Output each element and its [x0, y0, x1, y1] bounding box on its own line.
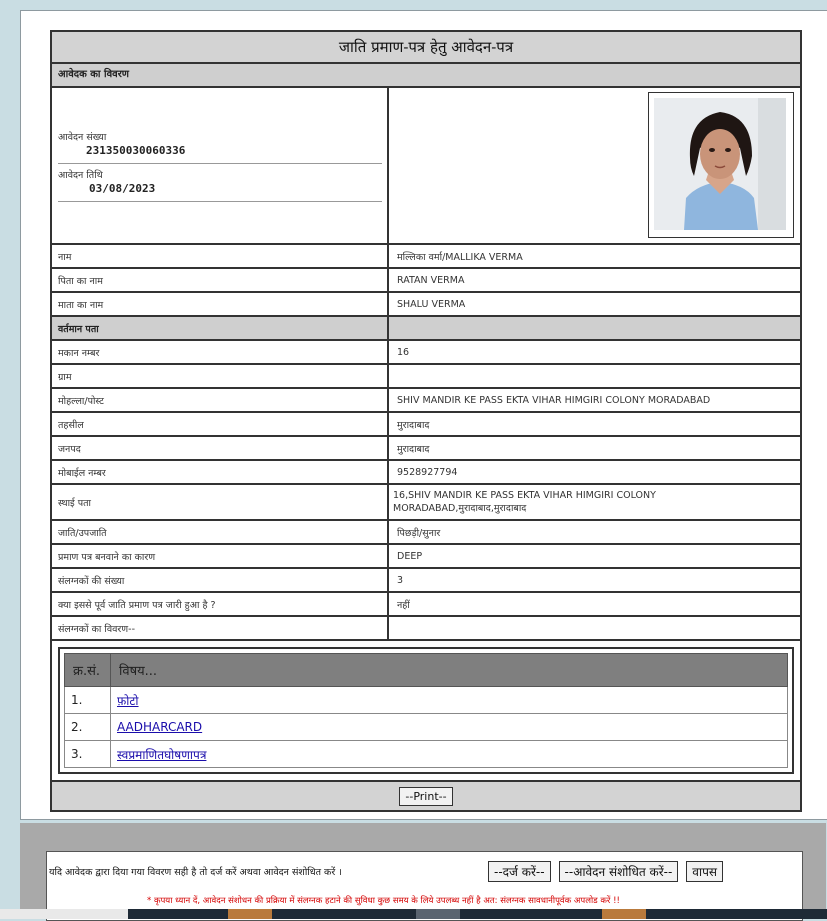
table-row — [65, 741, 788, 768]
detail-label: प्रमाण पत्र बनवाने का कारण — [52, 545, 389, 567]
address-section-row — [52, 317, 800, 341]
address-label: ग्राम — [52, 365, 389, 387]
address-value: SHIV MANDIR KE PASS EKTA VIHAR HIMGIRI COLONY MORADABAD — [397, 394, 711, 406]
detail-row — [52, 593, 800, 617]
attachment-link-aadhar[interactable]: AADHARCARD — [117, 720, 203, 734]
address-value — [389, 365, 800, 387]
detail-label: संलग्नकों का विवरण-- — [52, 617, 389, 639]
attachment-serial: 1. — [65, 687, 111, 714]
address-row — [52, 461, 800, 485]
permanent-address-label: स्थाई पता — [52, 485, 389, 519]
warning-text: * कृपया ध्यान दें, आवेदन संशोधन की प्रक्रिया में संलग्नक हटाने की सुविधा कुछ समय के लिये उपलब्ध नहीं है अत: संलग्नक सावधानीपूर्वक अपलोड करें !! — [147, 896, 620, 906]
back-button[interactable]: वापस — [686, 861, 723, 882]
attachments-table — [64, 653, 788, 768]
detail-value: पिछड़ी/सुनार — [397, 527, 441, 539]
action-panel — [20, 823, 826, 919]
attachment-serial: 2. — [65, 714, 111, 741]
address-section-empty — [389, 317, 800, 339]
detail-label: क्या इससे पूर्व जाति प्रमाण पत्र जारी हुआ है ? — [52, 593, 389, 615]
divider — [58, 195, 382, 202]
address-value: मुरादाबाद — [397, 419, 430, 431]
detail-value: 3 — [397, 574, 404, 586]
address-row — [52, 389, 800, 413]
detail-value: SHALU VERMA — [397, 298, 466, 310]
attachments-header-row — [65, 654, 788, 687]
address-label: तहसील — [52, 413, 389, 435]
print-bar — [52, 782, 800, 810]
application-number: 231350030060336 — [86, 144, 186, 157]
address-row — [52, 365, 800, 389]
address-label: मकान नम्बर — [52, 341, 389, 363]
photo-cell — [389, 88, 800, 243]
detail-row — [52, 617, 800, 641]
address-label: मोबाईल नम्बर — [52, 461, 389, 483]
confirm-buttons — [488, 861, 723, 882]
attachment-cell — [111, 714, 788, 741]
application-meta — [52, 88, 389, 243]
taskbar-segment — [228, 909, 272, 919]
detail-row — [52, 569, 800, 593]
attachments-frame — [58, 647, 794, 774]
divider — [58, 157, 382, 164]
detail-label: जाति/उपजाति — [52, 521, 389, 543]
taskbar-segment — [0, 909, 128, 919]
submit-button[interactable]: --दर्ज करें-- — [488, 861, 551, 882]
detail-value — [389, 617, 800, 639]
attachment-link-photo[interactable]: फ़ोटो — [117, 693, 139, 708]
address-section-header: वर्तमान पता — [52, 317, 389, 339]
attachment-cell — [111, 741, 788, 768]
permanent-address-row — [52, 485, 800, 521]
page-sheet — [20, 10, 827, 820]
applicant-photo — [654, 98, 786, 230]
application-date: 03/08/2023 — [89, 182, 156, 195]
address-label: मोहल्ला/पोस्ट — [52, 389, 389, 411]
applicant-section-header: आवेदक का विवरण — [52, 64, 800, 88]
detail-value: नहीं — [397, 599, 410, 611]
attachment-cell — [111, 687, 788, 714]
address-value: मुरादाबाद — [397, 443, 430, 455]
confirm-text: यदि आवेदक द्वारा दिया गया विवरण सही है तो दर्ज करें अथवा आवेदन संशोधित करें । — [49, 867, 342, 878]
application-number-label: आवेदन संख्या — [58, 132, 107, 143]
application-date-block — [58, 168, 382, 202]
taskbar-segment — [602, 909, 646, 919]
address-row — [52, 437, 800, 461]
detail-value: DEEP — [397, 550, 423, 562]
address-row — [52, 341, 800, 365]
attachment-link-declaration[interactable]: स्वप्रमाणितघोषणापत्र — [117, 747, 207, 762]
col-serial: क्र.सं. — [65, 654, 111, 687]
permanent-address-value: 16,SHIV MANDIR KE PASS EKTA VIHAR HIMGIRI COLONY MORADABAD,मुरादाबाद,मुरादाबाद — [393, 490, 656, 514]
detail-row — [52, 521, 800, 545]
detail-label: माता का नाम — [52, 293, 389, 315]
table-row — [65, 687, 788, 714]
edit-application-button[interactable]: --आवेदन संशोधित करें-- — [559, 861, 679, 882]
application-info-row — [52, 88, 800, 245]
detail-row — [52, 545, 800, 569]
detail-row — [52, 269, 800, 293]
print-button[interactable]: --Print-- — [399, 787, 452, 806]
detail-row — [52, 293, 800, 317]
detail-label: नाम — [52, 245, 389, 267]
detail-value: RATAN VERMA — [397, 274, 465, 286]
form-title: जाति प्रमाण-पत्र हेतु आवेदन-पत्र — [52, 32, 800, 64]
address-value: 16 — [397, 346, 410, 358]
attachments-section — [52, 641, 800, 782]
application-date-label: आवेदन तिथि — [58, 170, 103, 181]
table-row — [65, 714, 788, 741]
attachment-serial: 3. — [65, 741, 111, 768]
detail-row — [52, 245, 800, 269]
taskbar — [0, 909, 827, 919]
applicant-photo-frame — [648, 92, 794, 238]
address-label: जनपद — [52, 437, 389, 459]
address-row — [52, 413, 800, 437]
detail-value: मल्लिका वर्मा/MALLIKA VERMA — [397, 251, 523, 263]
col-subject: विषय... — [111, 654, 788, 687]
application-number-block — [58, 130, 382, 164]
taskbar-segment — [416, 909, 460, 919]
detail-label: पिता का नाम — [52, 269, 389, 291]
application-form — [50, 30, 802, 812]
address-value: 9528927794 — [397, 466, 458, 478]
detail-label: संलग्नकों की संख्या — [52, 569, 389, 591]
